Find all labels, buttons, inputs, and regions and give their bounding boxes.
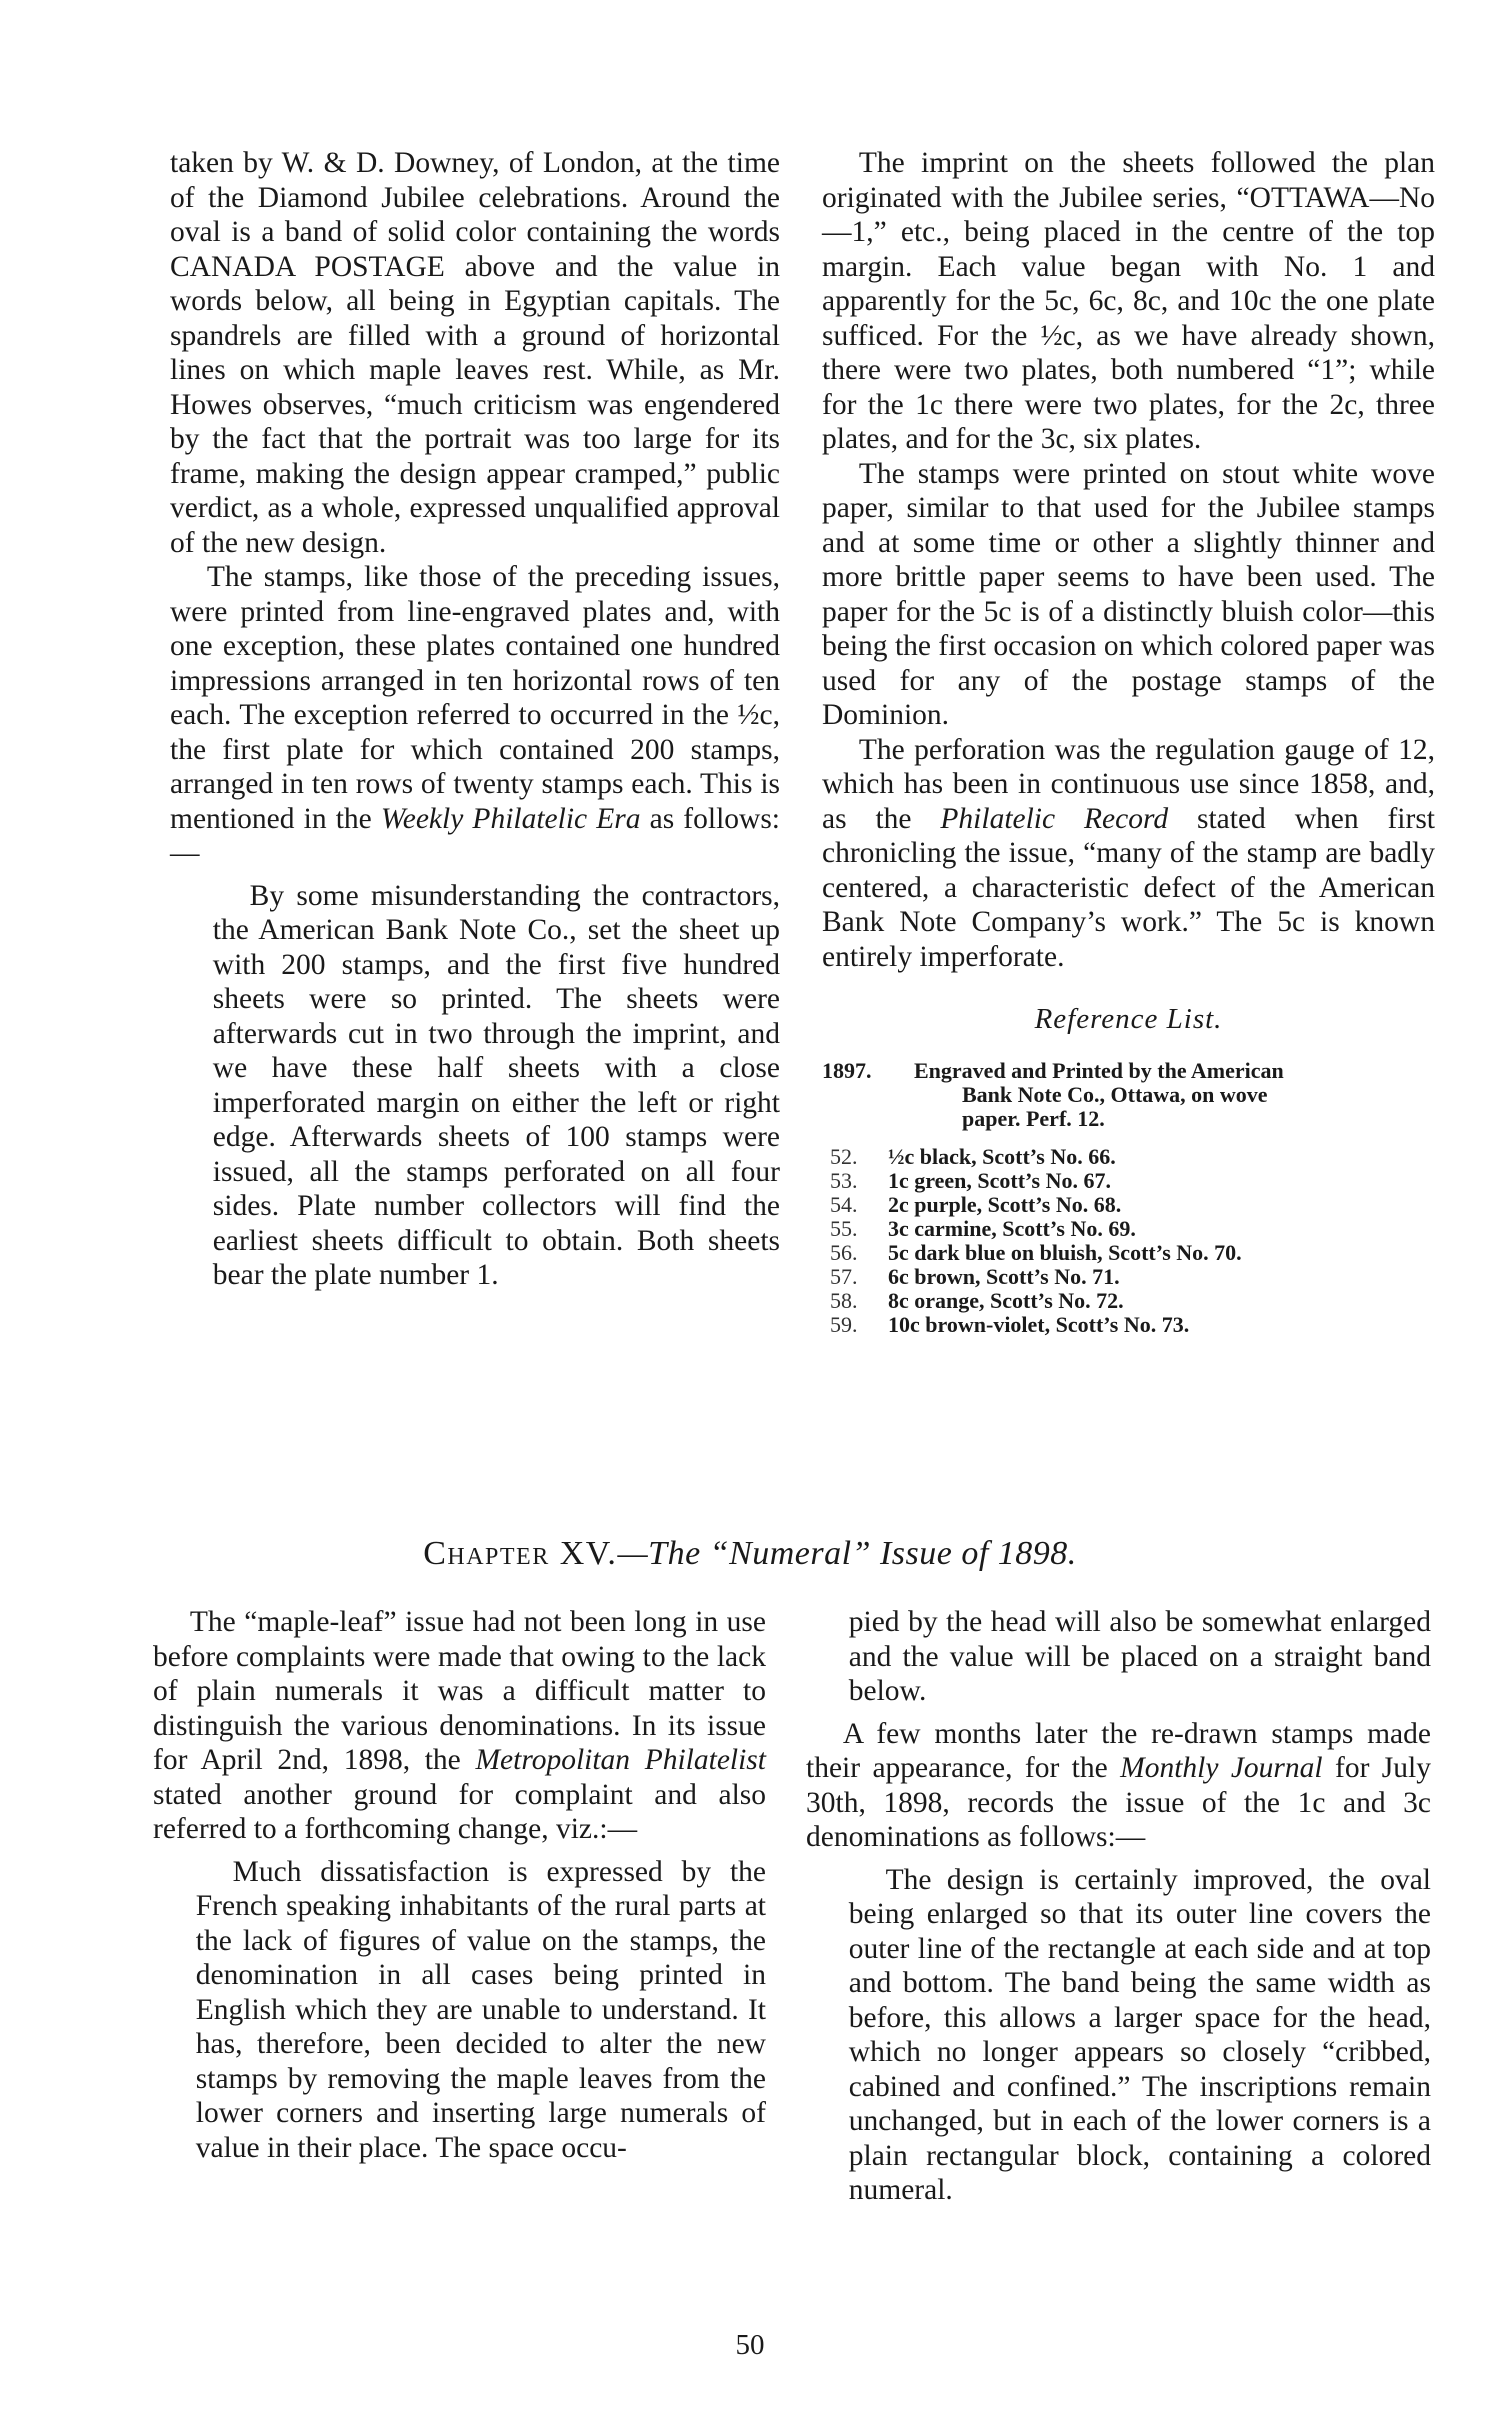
quoted-passage-weekly-era	[213, 879, 780, 1293]
chapter-title: —The “Numeral” Issue of 1898.	[617, 1535, 1077, 1572]
paragraph-text: The “maple-leaf” issue had not been long in use before complaints were made that owing to the lack of plain numerals it was a difficult matter to distinguish the various denominations. In its issue for April 2nd, 1898, the	[153, 1606, 766, 1776]
paragraph-text: taken by W. & D. Downey, of London, at the time of the Diamond Jubilee celebrations. Around the oval is a band of solid color containing the words CANADA POSTAGE above and the value in words below, all being in Egyptian capitals. The spandrels are filled with a ground of horizontal lines on which maple leaves rest. While, as Mr. Howes observes, “much criticism was engendered by the fact that the portrait was too large for its frame, making the design appear cramped,” public verdict, as a whole, expressed unqualified approval of the new design.	[170, 147, 780, 559]
paragraph-perforation	[822, 733, 1435, 975]
reference-list-header	[822, 1059, 1435, 1131]
reference-year: 1897.	[822, 1057, 872, 1083]
list-item: 58. 8c orange, Scott’s No. 72.	[830, 1287, 1124, 1313]
paragraph-paper	[822, 457, 1435, 733]
list-item: 54. 2c purple, Scott’s No. 68.	[830, 1191, 1122, 1217]
reference-list-title: Reference List.	[1034, 1003, 1223, 1035]
paragraph-complaints	[153, 1605, 766, 1847]
list-item: 52. ½c black, Scott’s No. 66.	[830, 1143, 1116, 1169]
paragraph-text: The stamps were printed on stout white wove paper, similar to that used for the Jubilee stamps and at some time or other a slightly thinner and more brittle paper seems to have been used. The paper for the 5c is of a distinctly bluish color—this being the first occasion on which colored paper was used for any of the postage stamps of the Dominion.	[822, 457, 1435, 731]
list-item: 53. 1c green, Scott’s No. 67.	[830, 1167, 1112, 1193]
quote-text: The design is certainly improved, the oval being enlarged so that its outer line covers the outer line of the rectangle at each side and at top and bottom. The band being the same width as before, this allows a larger space for the head, which no longer appears so closely “cribbed, cabined and confined.” The inscriptions remain unchanged, but in each of the lower corners is a plain rectangular block, containing a colored numeral.	[848, 1863, 1431, 2206]
paragraph-text: as follows:—	[170, 802, 781, 869]
list-item: 59. 10c brown-violet, Scott’s No. 73.	[830, 1311, 1190, 1337]
publication-title: Philatelic Record	[940, 802, 1169, 835]
publication-title: Metropolitan Philatelist	[475, 1744, 766, 1776]
bottom-left-column	[153, 1605, 766, 2165]
list-item: 56. 5c dark blue on bluish, Scott’s No. 70.	[830, 1239, 1242, 1265]
top-right-column	[822, 146, 1435, 1337]
page-number: 50	[735, 2329, 765, 2361]
quoted-passage-metropolitan	[196, 1855, 766, 2166]
publication-title: Monthly Journal	[1120, 1752, 1323, 1784]
paragraph-text: stated when first chronicling the issue, “many of the stamp are badly centered, a characteristic defect of the American Bank Note Company’s work.” The 5c is known entirely imperforate.	[822, 802, 1436, 973]
chapter-label: Chapter XV.	[423, 1535, 618, 1572]
paragraph-text: The imprint on the sheets followed the plan originated with the Jubilee series, “OTTAWA—No—1,” etc., being placed in the centre of the top margin. Each value began with No. 1 and apparently for the 5c, 6c, 8c, and 10c the one plate sufficed. For the ½c, as we have already shown, there were two plates, both numbered “1”; while for the 1c there were two plates, for the 2c, three plates, and for the 3c, six plates.	[822, 147, 1435, 455]
chapter-heading	[0, 1534, 1500, 1574]
quote-text: pied by the head will also be somewhat enlarged and the value will be placed on a straight band below.	[848, 1606, 1431, 1707]
paragraph-text: A few months later the re-drawn stamps made their appearance, for the	[806, 1717, 1431, 1784]
paragraph-plates	[170, 560, 780, 871]
paragraph-text: for July 30th, 1898, records the issue of the 1c and 3c denominations as follows:—	[806, 1752, 1431, 1853]
list-item: 57. 6c brown, Scott’s No. 71.	[830, 1263, 1120, 1289]
paragraph-text: The stamps, like those of the preceding issues, were printed from line-engraved plates and, with one exception, these plates contained one hundred impressions arranged in ten horizontal rows of ten each. The exception referred to occurred in the ½c, the first plate for which contained 200 stamps, arranged in ten rows of twenty stamps each. This is mentioned in the	[170, 561, 780, 835]
quote-text: By some misunderstanding the contractors, the American Bank Note Co., set the sheet up with 200 stamps, and the first five hundred sheets were so printed. The sheets were afterwards cut in two through the imprint, and we have these half sheets with a close imperforated margin on either the left or right edge. Afterwards sheets of 100 stamps were issued, all the stamps perforated on all four sides. Plate number collectors will find the earliest sheets difficult to obtain. Both sheets bear the plate number 1.	[212, 879, 780, 1291]
paragraph-portrait-description	[170, 146, 780, 560]
bottom-right-column	[806, 1605, 1431, 2208]
paragraph-imprint	[822, 146, 1435, 457]
top-left-column	[170, 146, 780, 1293]
paragraph-text: stated another ground for complaint and also referred to a forthcoming change, viz.:—	[153, 1778, 766, 1845]
publication-title: Weekly Philatelic Era	[380, 802, 641, 835]
quote-text: Much dissatisfaction is expressed by the French speaking inhabitants of the rural parts at the lack of figures of value on the stamps, the denomination in all cases being printed in English which they are unable to understand. It has, therefore, been decided to alter the new stamps by removing the maple leaves from the lower corners and inserting large numerals of value in their place. The space occu-	[195, 1855, 766, 2164]
paragraph-redrawn-stamps	[806, 1717, 1431, 1855]
quoted-passage-continued	[849, 1605, 1431, 1709]
reference-list	[822, 1145, 1435, 1337]
quoted-passage-monthly-journal	[849, 1863, 1431, 2208]
paragraph-text: The perforation was the regulation gauge of 12, which has been in continuous use since 1858, and, as the	[822, 733, 1435, 835]
reference-description: Engraved and Printed by the American Bank Note Co., Ottawa, on wove paper. Perf. 12.	[914, 1057, 1284, 1131]
list-item: 55. 3c carmine, Scott’s No. 69.	[830, 1215, 1136, 1241]
